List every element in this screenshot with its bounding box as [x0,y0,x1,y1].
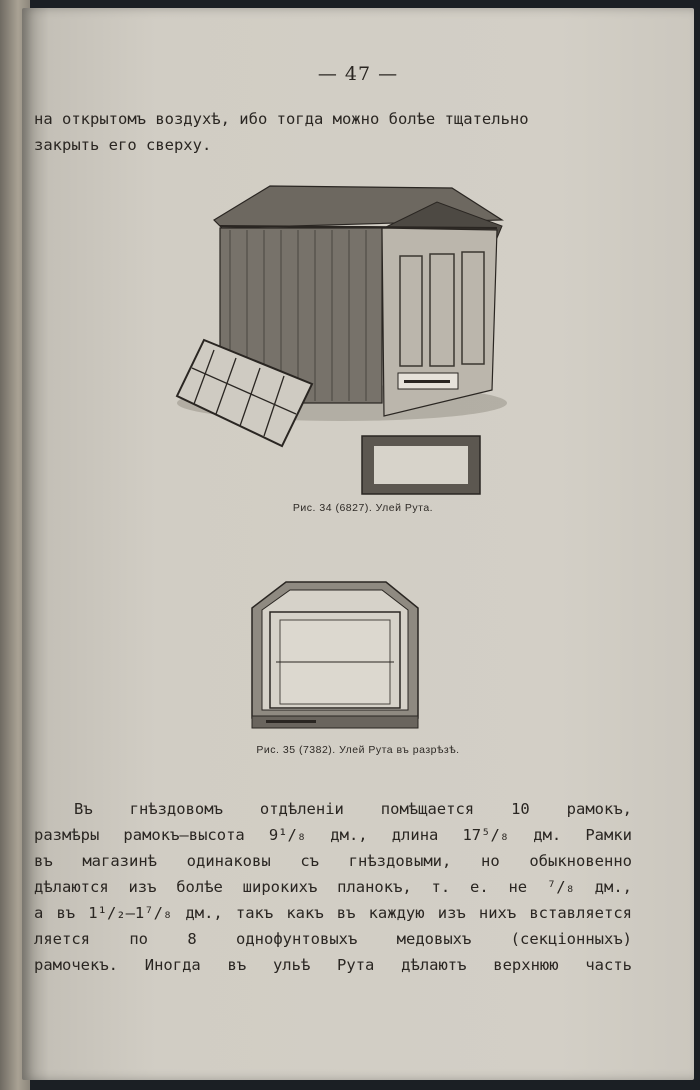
hive-illustration [152,168,512,498]
hive-cross-section-illustration [246,578,426,738]
bottom-paragraph [34,796,632,978]
book-page [22,8,694,1080]
text-line: размѣры рамокъ—высота 9¹/₈ дм., длина 17⁵/₈ дм. Рамки [34,826,632,844]
text-line: на открытомъ воздухѣ, ибо тогда можно болѣе тщательно [34,110,529,128]
figure-34-caption: Рис. 34 (6827). Улей Рута. [292,502,434,514]
top-paragraph [34,106,632,158]
text-line: дѣлаются изъ болѣе широкихъ планокъ, т. е. не ⁷/₈ дм., [34,878,632,896]
text-line: ляется по 8 однофунтовыхъ медовыхъ (секціонныхъ) [34,930,632,948]
text-line: рамочекъ. Иногда въ ульѣ Рута дѣлаютъ верхнюю часть [34,956,632,974]
text-line: въ магазинѣ одинаковы съ гнѣздовыми, но обыкновенно [34,852,632,870]
figure-35-caption: Рис. 35 (7382). Улей Рута въ разрѣзѣ. [256,744,460,756]
page-number: — 47 — [317,63,399,85]
text-line: закрыть его сверху. [34,136,212,154]
text-line: Въ гнѣздовомъ отдѣленіи помѣщается 10 рамокъ, [74,800,632,818]
text-line: а въ 1¹/₂—1⁷/₈ дм., такъ какъ въ каждую изъ нихъ вставляется [34,904,632,922]
